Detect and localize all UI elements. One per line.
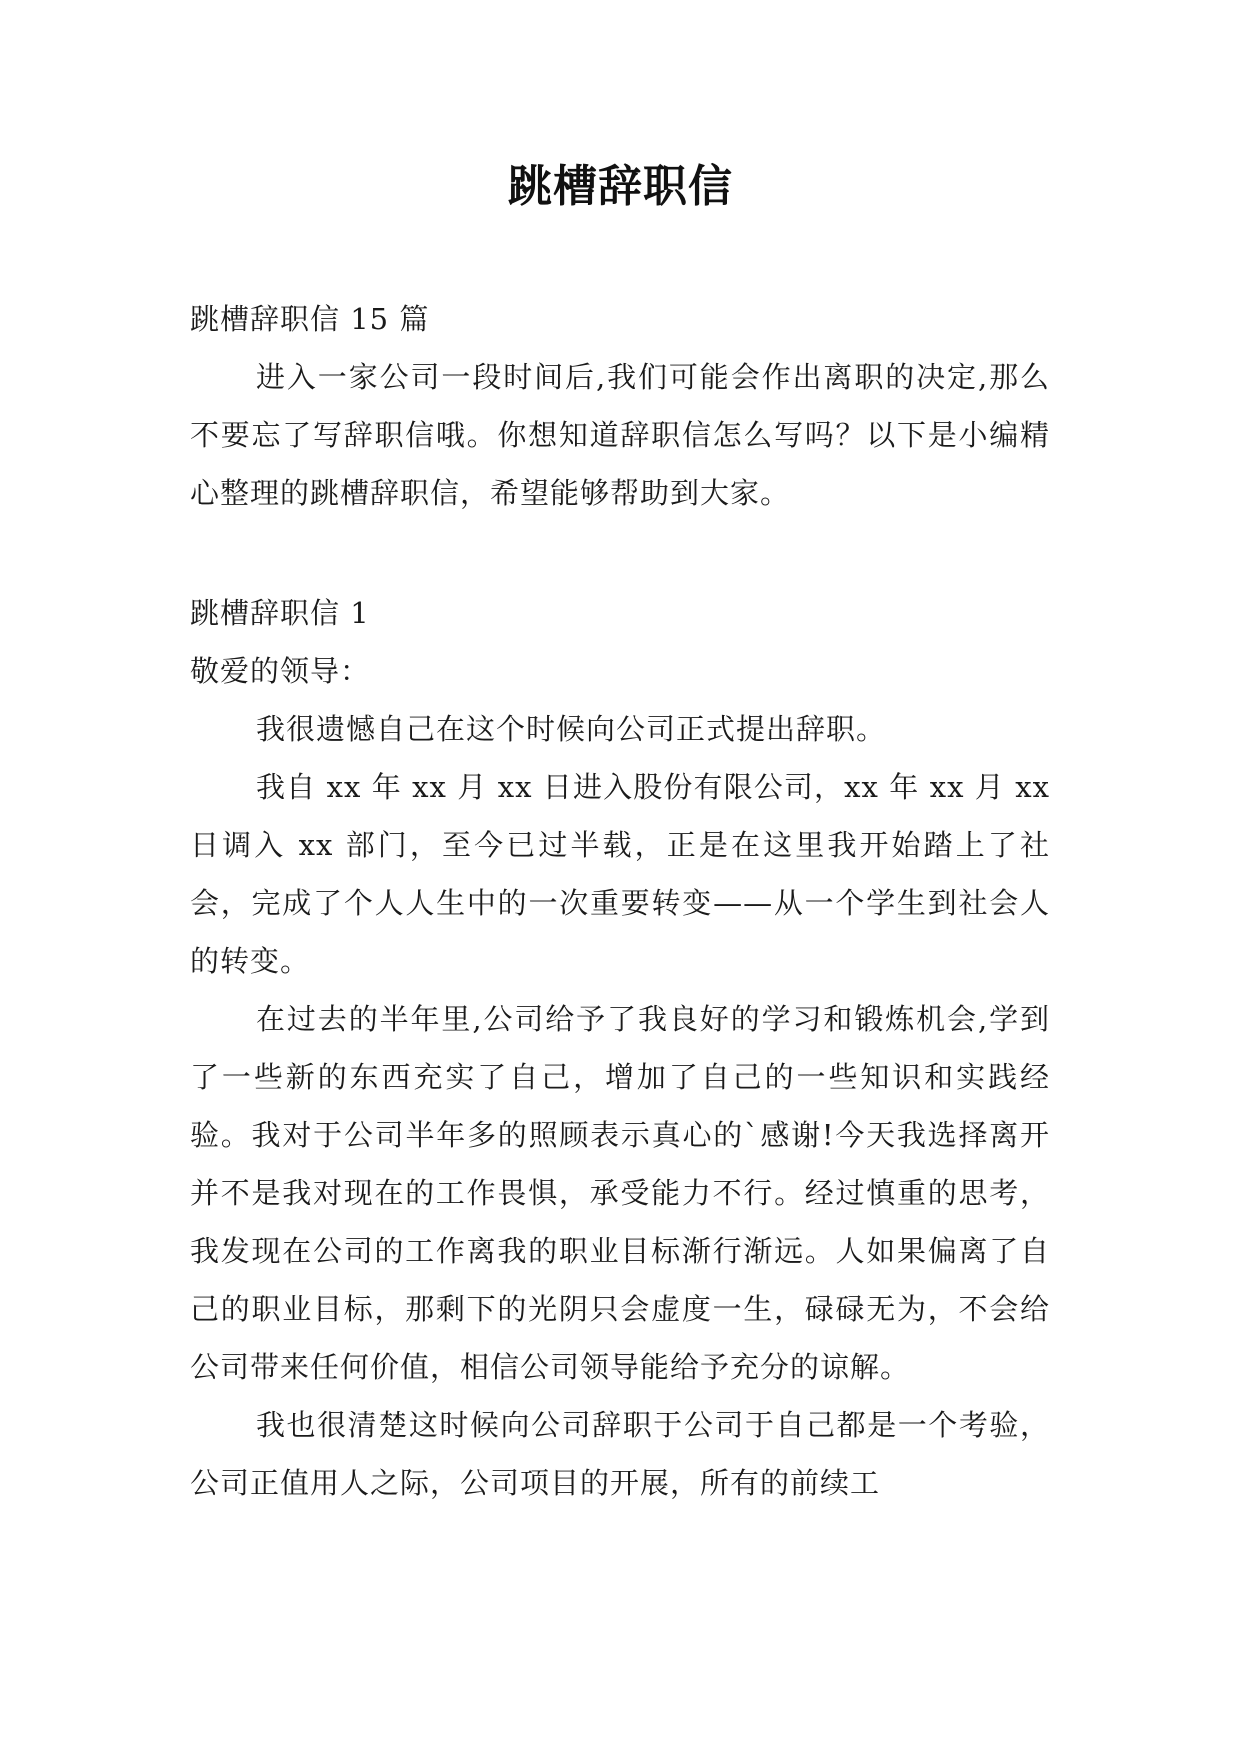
section-spacer	[190, 522, 1050, 584]
document-title: 跳槽辞职信	[508, 161, 733, 212]
letter-heading: 跳槽辞职信 1	[190, 596, 370, 630]
letter-paragraph: 我很遗憾自己在这个时候向公司正式提出辞职。	[256, 712, 887, 746]
document-body	[190, 290, 1050, 1512]
intro-paragraph: 进入一家公司一段时间后,我们可能会作出离职的决定,那么不要忘了写辞职信哦。你想知道辞职信怎么写吗？以下是小编精心整理的跳槽辞职信，希望能够帮助到大家。	[190, 360, 1050, 510]
letter-salutation: 敬爱的领导：	[190, 654, 371, 688]
letter-paragraph: 我也很清楚这时候向公司辞职于公司于自己都是一个考验，公司正值用人之际，公司项目的开展，所有的前续工	[190, 1408, 1050, 1500]
intro-heading: 跳槽辞职信 15 篇	[190, 302, 430, 336]
letter-paragraph: 在过去的半年里,公司给予了我良好的学习和锻炼机会,学到了一些新的东西充实了自己，增加了自己的一些知识和实践经验。我对于公司半年多的照顾表示真心的`感谢!今天我选择离开并不是我对现在的工作畏惧，承受能力不行。经过慎重的思考，我发现在公司的工作离我的职业目标渐行渐远。人如果偏离了自己的职业目标，那剩下的光阴只会虚度一生，碌碌无为，不会给公司带来任何价值，相信公司领导能给予充分的谅解。	[190, 1002, 1050, 1384]
letter-paragraph: 我自 xx 年 xx 月 xx 日进入股份有限公司，xx 年 xx 月 xx 日调入 xx 部门，至今已过半载，正是在这里我开始踏上了社会，完成了个人人生中的一次重要转变——从一个学生到社会人的转变。	[190, 770, 1050, 978]
